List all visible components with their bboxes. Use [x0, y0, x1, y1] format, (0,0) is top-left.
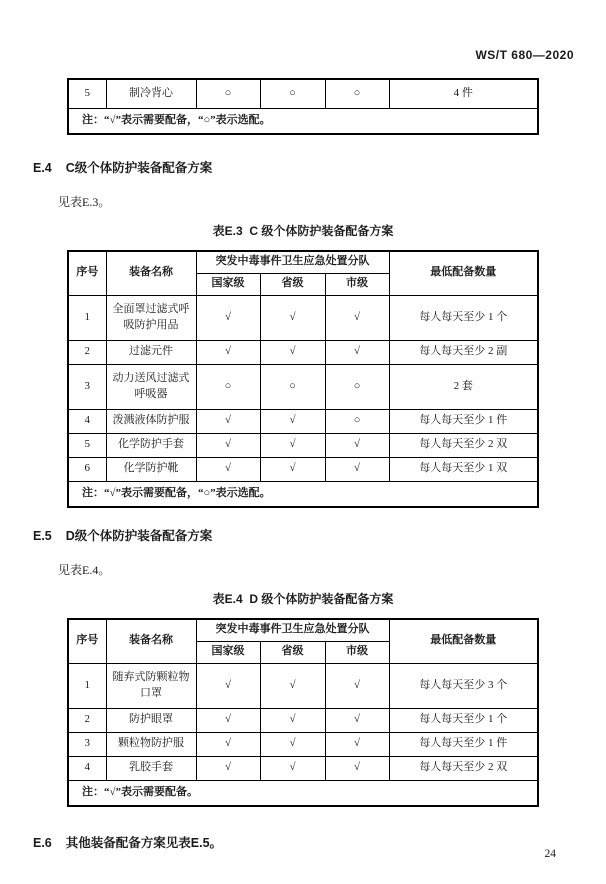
- col-header-no: 序号: [68, 251, 106, 295]
- table-cell: 3: [68, 364, 106, 409]
- table-row: [68, 732, 538, 756]
- table-cell: 2: [68, 340, 106, 364]
- table-cell: ○: [325, 364, 389, 409]
- table-cell: √: [260, 756, 325, 780]
- table-cell: √: [260, 708, 325, 732]
- table-cell: 每人每天至少 1 个: [389, 295, 538, 340]
- table-cell: ○: [325, 409, 389, 433]
- table-cell: 泼溅液体防护服: [106, 409, 196, 433]
- section-number: E.4: [33, 161, 52, 175]
- table-cell: √: [196, 708, 260, 732]
- table-cell: √: [260, 663, 325, 708]
- table-cell: 4 件: [389, 79, 538, 108]
- table-cell: 3: [68, 732, 106, 756]
- table-cell: 制冷背心: [106, 79, 196, 108]
- col-header-no: 序号: [68, 619, 106, 663]
- table-cell: 全面罩过滤式呼吸防护用品: [106, 295, 196, 340]
- col-header-provincial: 省级: [260, 273, 325, 295]
- table-row: [68, 457, 538, 481]
- section-e5-intro: 见表E.4。: [58, 563, 111, 577]
- table-cell: √: [196, 409, 260, 433]
- table-cell: 化学防护靴: [106, 457, 196, 481]
- table-row: [68, 295, 538, 340]
- col-header-national: 国家级: [196, 641, 260, 663]
- table-cell: √: [325, 756, 389, 780]
- section-title: D级个体防护装备配备方案: [65, 529, 213, 543]
- col-header-qty: 最低配备数量: [389, 619, 538, 663]
- table-note: 注：“√”表示需要配备，“○”表示选配。: [68, 108, 538, 134]
- table-header-row: [68, 251, 538, 273]
- table-cell: ○: [260, 79, 325, 108]
- section-e5-heading: [33, 526, 606, 544]
- table-cell: 1: [68, 663, 106, 708]
- table-e4-caption: 表E.4 D 级个体防护装备配备方案: [212, 592, 394, 606]
- table-cell: √: [325, 663, 389, 708]
- table-cell: √: [196, 457, 260, 481]
- col-header-national: 国家级: [196, 273, 260, 295]
- table-cell: √: [325, 295, 389, 340]
- table-cell: 4: [68, 756, 106, 780]
- table-cell: √: [196, 433, 260, 457]
- table-cell: 4: [68, 409, 106, 433]
- table-cell: √: [196, 732, 260, 756]
- table-cell: 乳胶手套: [106, 756, 196, 780]
- table-note-row: [68, 481, 538, 507]
- table-row: [68, 409, 538, 433]
- table-cell: ○: [196, 79, 260, 108]
- table-note-row: [68, 780, 538, 806]
- col-header-city: 市级: [325, 641, 389, 663]
- col-header-qty: 最低配备数量: [389, 251, 538, 295]
- table-cell: √: [196, 756, 260, 780]
- table-cell: 每人每天至少 1 个: [389, 708, 538, 732]
- table-cell: √: [260, 732, 325, 756]
- table-cell: 5: [68, 79, 106, 108]
- table-cell: 每人每天至少 2 双: [389, 433, 538, 457]
- section-title: C级个体防护装备配备方案: [65, 161, 213, 175]
- table-cell: 每人每天至少 1 件: [389, 732, 538, 756]
- section-number: E.6: [33, 836, 52, 850]
- table-cell: 每人每天至少 2 双: [389, 756, 538, 780]
- table-cell: 每人每天至少 1 双: [389, 457, 538, 481]
- table-header-row: [68, 619, 538, 641]
- page-number: 24: [544, 848, 556, 860]
- table-continuation: [67, 78, 539, 135]
- table-cell: 每人每天至少 3 个: [389, 663, 538, 708]
- table-cell: 5: [68, 433, 106, 457]
- col-header-group: 突发中毒事件卫生应急处置分队: [196, 619, 389, 641]
- section-number: E.5: [33, 529, 52, 543]
- section-title: 其他装备配备方案见表E.5。: [65, 836, 223, 850]
- table-cell: 化学防护手套: [106, 433, 196, 457]
- table-e3-caption: 表E.3 C 级个体防护装备配备方案: [212, 224, 394, 238]
- col-header-name: 装备名称: [106, 251, 196, 295]
- table-cell: 2: [68, 708, 106, 732]
- table-cell: √: [325, 732, 389, 756]
- table-cell: 过滤元件: [106, 340, 196, 364]
- table-note: 注：“√”表示需要配备，“○”表示选配。: [68, 481, 538, 507]
- section-e6-heading: [33, 833, 606, 851]
- table-e4: [67, 618, 539, 807]
- table-cell: 防护眼罩: [106, 708, 196, 732]
- doc-code: WS/T 680—2020: [475, 48, 574, 62]
- table-row: [68, 340, 538, 364]
- table-cell: √: [325, 340, 389, 364]
- table-cell: √: [260, 340, 325, 364]
- table-cell: 6: [68, 457, 106, 481]
- table-cell: 动力送风过滤式呼吸器: [106, 364, 196, 409]
- table-note: 注：“√”表示需要配备。: [68, 780, 538, 806]
- table-cell: √: [260, 409, 325, 433]
- table-cell: ○: [260, 364, 325, 409]
- table-cell: √: [260, 457, 325, 481]
- table-row: [68, 756, 538, 780]
- table-cell: 每人每天至少 2 副: [389, 340, 538, 364]
- table-cell: √: [196, 295, 260, 340]
- table-cell: √: [196, 663, 260, 708]
- table-cell: ○: [325, 79, 389, 108]
- table-cell: √: [196, 340, 260, 364]
- col-header-group: 突发中毒事件卫生应急处置分队: [196, 251, 389, 273]
- table-cell: √: [260, 433, 325, 457]
- col-header-provincial: 省级: [260, 641, 325, 663]
- col-header-city: 市级: [325, 273, 389, 295]
- table-row: [68, 663, 538, 708]
- table-row: [68, 79, 538, 108]
- table-cell: 每人每天至少 1 件: [389, 409, 538, 433]
- table-row: [68, 433, 538, 457]
- table-row: [68, 364, 538, 409]
- section-e4-intro: 见表E.3。: [58, 195, 111, 209]
- table-cell: ○: [196, 364, 260, 409]
- table-note-row: [68, 108, 538, 134]
- table-cell: 随弃式防颗粒物口罩: [106, 663, 196, 708]
- table-cell: √: [260, 295, 325, 340]
- table-cell: 颗粒物防护服: [106, 732, 196, 756]
- section-e4-heading: [33, 158, 606, 176]
- table-cell: 1: [68, 295, 106, 340]
- col-header-name: 装备名称: [106, 619, 196, 663]
- table-row: [68, 708, 538, 732]
- table-cell: 2 套: [389, 364, 538, 409]
- table-e3: [67, 250, 539, 508]
- table-cell: √: [325, 708, 389, 732]
- table-cell: √: [325, 433, 389, 457]
- table-cell: √: [325, 457, 389, 481]
